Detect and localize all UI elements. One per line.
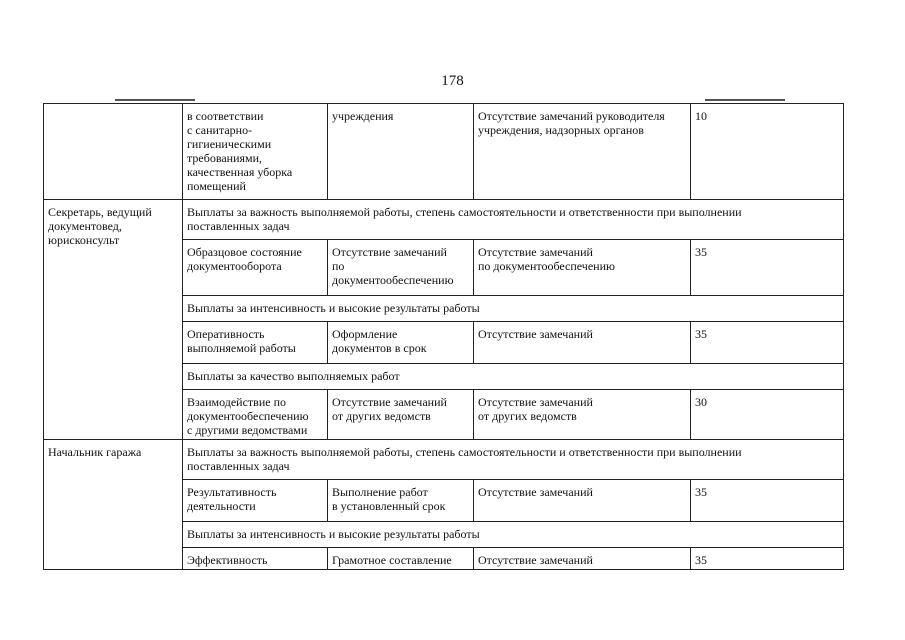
condition-cell: Оформление документов в срок xyxy=(328,322,474,364)
points-cell: 30 xyxy=(691,390,844,440)
condition-cell: учреждения xyxy=(328,104,474,200)
payment-category-header: Выплаты за интенсивность и высокие результаты работы xyxy=(183,522,844,548)
payments-table xyxy=(43,103,844,570)
criterion-cell: Образцовое состояние документооборота xyxy=(183,240,328,296)
criterion-cell: Результативность деятельности xyxy=(183,480,328,522)
criterion-cell: в соответствии с санитарно- гигиеническими требованиями, качественная уборка помещений xyxy=(183,104,328,200)
indicator-cell: Отсутствие замечаний по документообеспечению xyxy=(474,240,691,296)
indicator-cell: Отсутствие замечаний от других ведомств xyxy=(474,390,691,440)
page-number: 178 xyxy=(441,73,464,89)
payment-category-header: Выплаты за интенсивность и высокие результаты работы xyxy=(183,296,844,322)
condition-cell: Отсутствие замечаний от других ведомств xyxy=(328,390,474,440)
payment-category-header: Выплаты за важность выполняемой работы, степень самостоятельности и ответственности при выполнении поставленных задач xyxy=(183,200,844,240)
section-header-row xyxy=(44,200,844,240)
points-cell: 35 xyxy=(691,322,844,364)
criterion-cell: Оперативность выполняемой работы xyxy=(183,322,328,364)
scan-line-right xyxy=(705,99,785,101)
points-cell: 35 xyxy=(691,548,844,570)
points-cell: 35 xyxy=(691,480,844,522)
position-cell: Секретарь, ведущий документовед, юрисконсульт xyxy=(44,200,183,440)
table-body xyxy=(44,104,844,570)
condition-cell: Выполнение работ в установленный срок xyxy=(328,480,474,522)
scan-line-left xyxy=(115,99,195,101)
indicator-cell: Отсутствие замечаний xyxy=(474,322,691,364)
position-cell: Начальник гаража xyxy=(44,440,183,570)
indicator-cell: Отсутствие замечаний руководителя учреждения, надзорных органов xyxy=(474,104,691,200)
payment-category-header: Выплаты за качество выполняемых работ xyxy=(183,364,844,390)
table-row xyxy=(44,104,844,200)
indicator-cell: Отсутствие замечаний xyxy=(474,480,691,522)
payment-category-header: Выплаты за важность выполняемой работы, степень самостоятельности и ответственности при выполнении поставленных задач xyxy=(183,440,844,480)
points-cell: 10 xyxy=(691,104,844,200)
condition-cell: Грамотное составление xyxy=(328,548,474,570)
position-cell xyxy=(44,104,183,200)
criterion-cell: Взаимодействие по документообеспечению с другими ведомствами xyxy=(183,390,328,440)
indicator-cell: Отсутствие замечаний xyxy=(474,548,691,570)
section-header-row xyxy=(44,440,844,480)
points-cell: 35 xyxy=(691,240,844,296)
criterion-cell: Эффективность xyxy=(183,548,328,570)
condition-cell: Отсутствие замечаний по документообеспечению xyxy=(328,240,474,296)
